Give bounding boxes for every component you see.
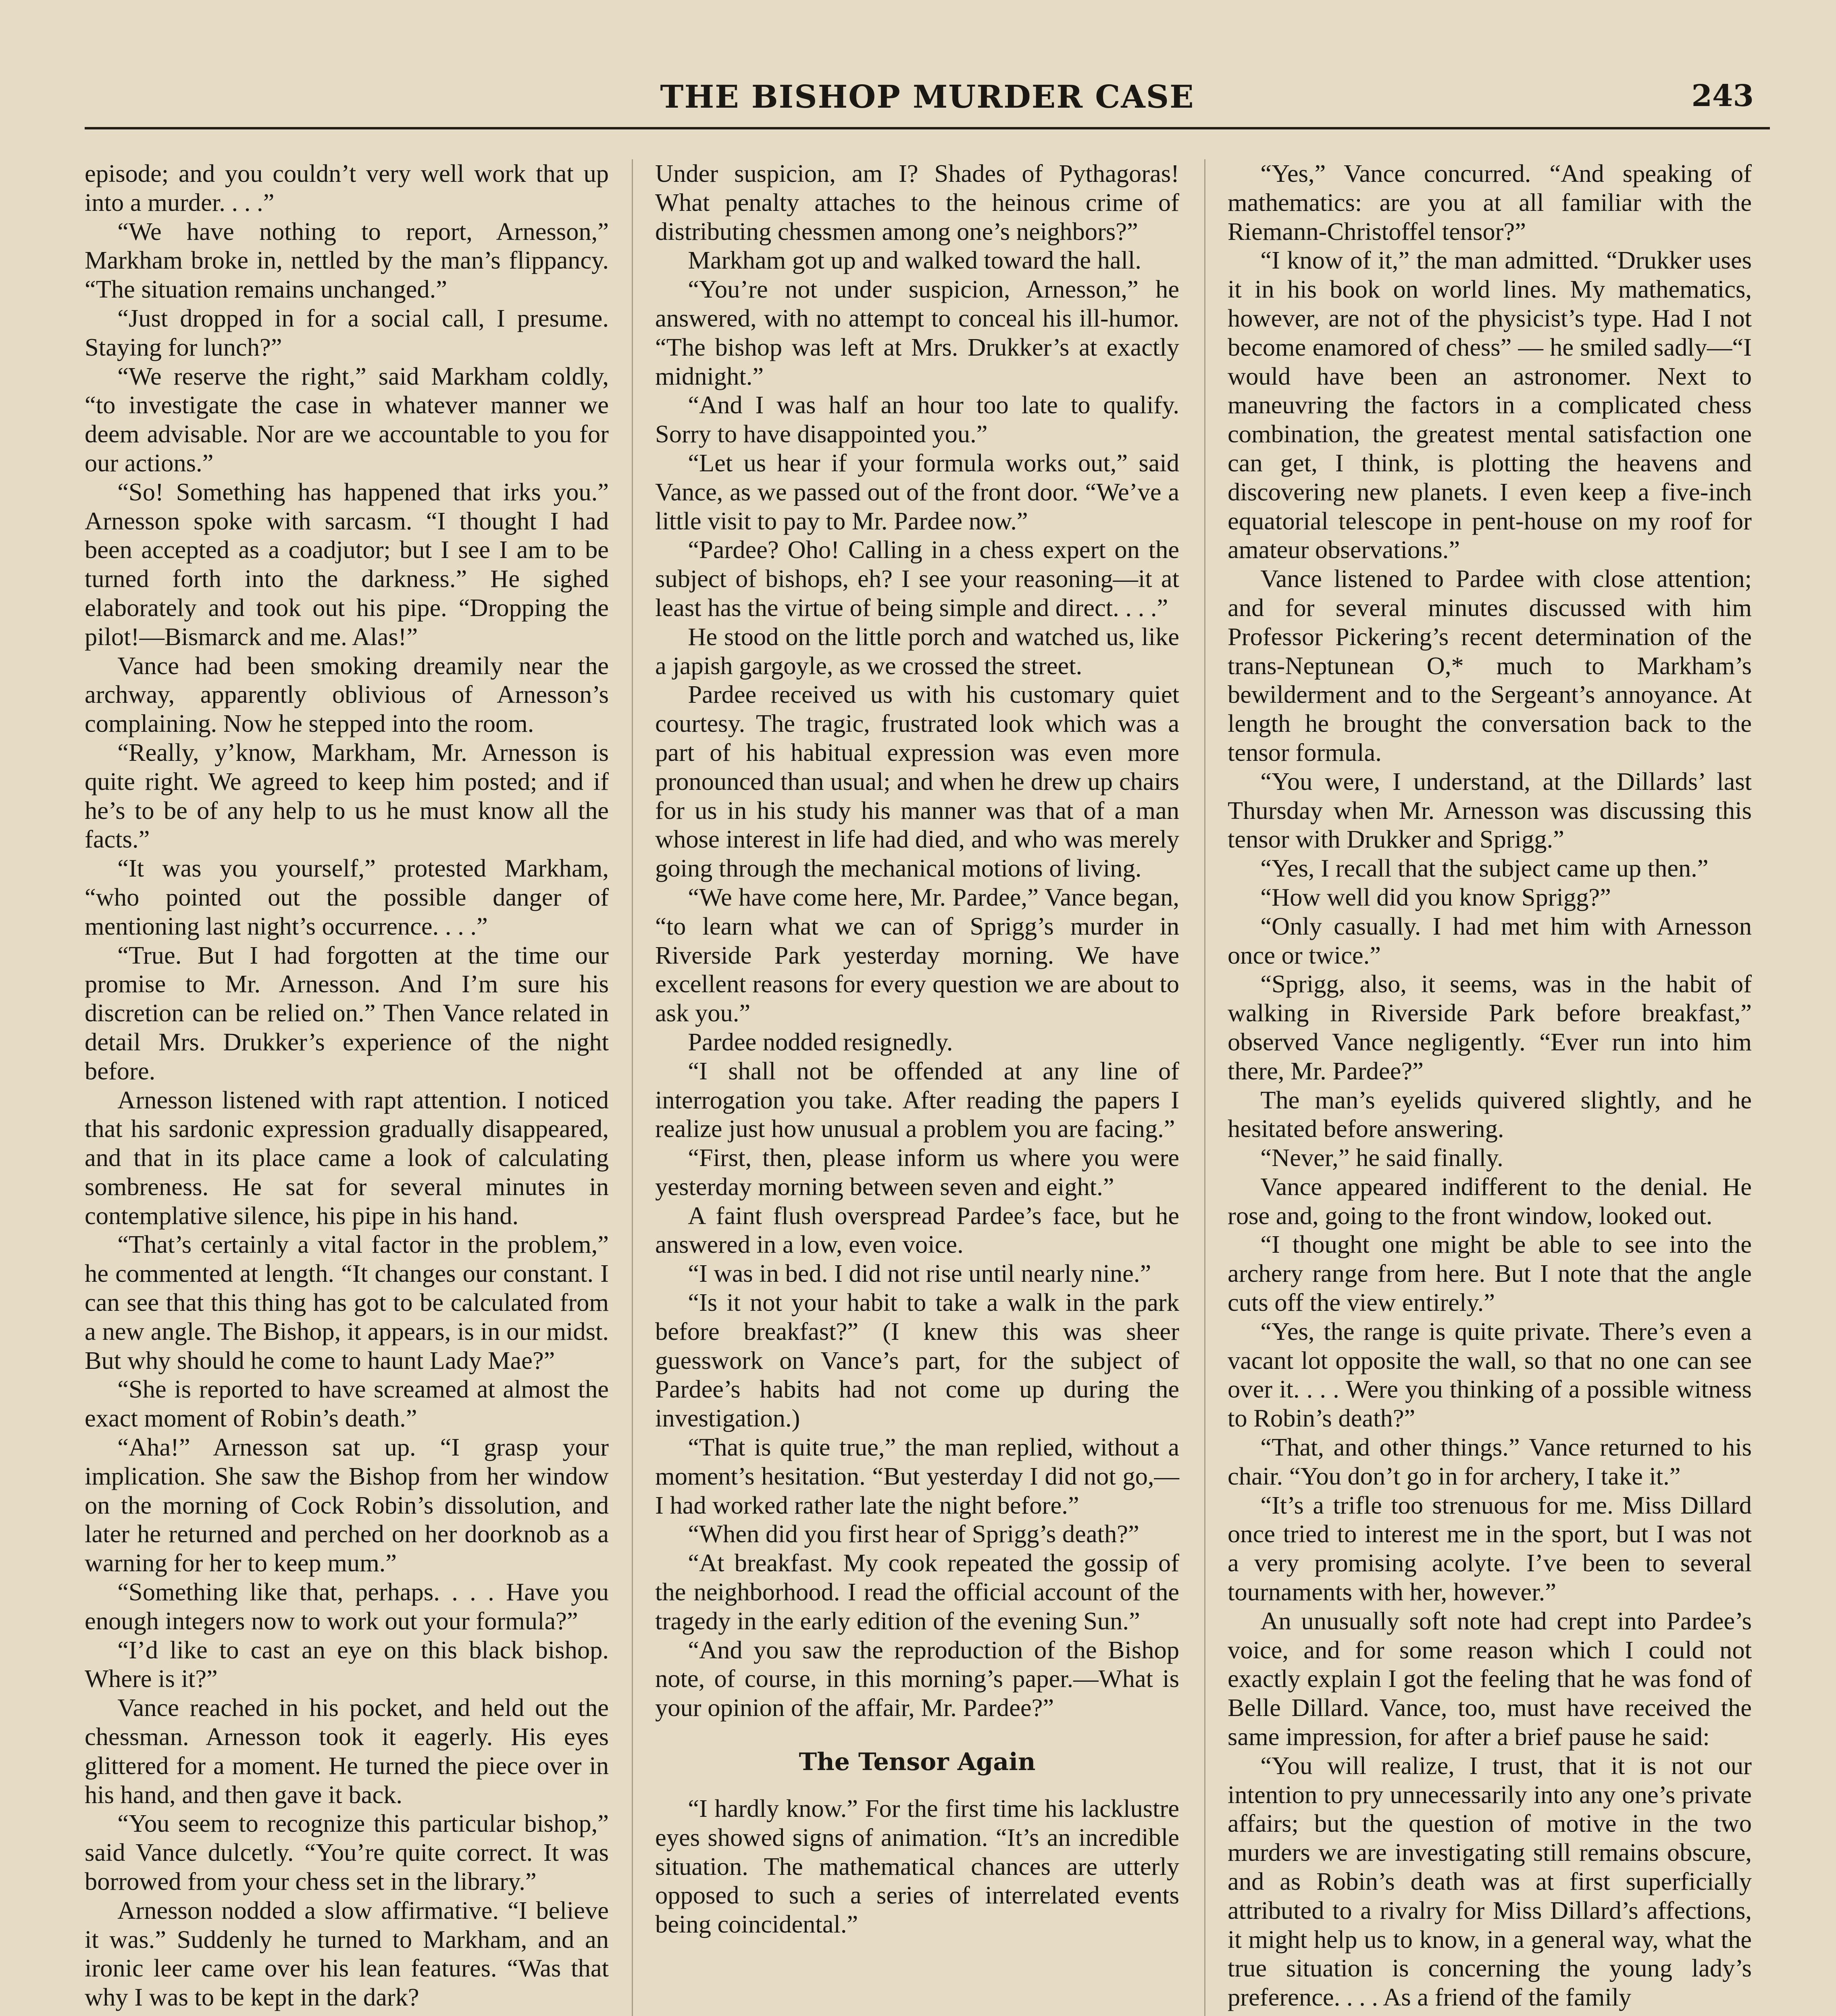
paragraph: “Only casually. I had met him with Arnesson once or twice.” <box>1228 912 1752 969</box>
paragraph: “I’d like to cast an eye on this black bishop. Where is it?” <box>85 1635 609 1693</box>
paragraph: “That is quite true,” the man replied, without a moment’s hesitation. “But yesterday I did not go,—I had worked rather late the night before.” <box>655 1433 1179 1519</box>
paragraph: “Is it not your habit to take a walk in the park before breakfast?” (I knew this was sheer guesswork on Vance’s part, for the subject of Pardee’s habits had not come up during the investigation.) <box>655 1288 1179 1433</box>
section-subheading: The Tensor Again <box>799 1748 1036 1776</box>
paragraph: “I shall not be offended at any line of interrogation you take. After reading the papers I realize just how unusual a problem you are facing.” <box>655 1056 1179 1143</box>
paragraph: “We have come here, Mr. Pardee,” Vance began, “to learn what we can of Sprigg’s murder in Riverside Park yesterday morning. We have excellent reasons for every question we are about to ask you.” <box>655 883 1179 1027</box>
paragraph: “We reserve the right,” said Markham coldly, “to investigate the case in whatever manner we deem advisable. Nor are we accountable to you for our actions.” <box>85 362 609 477</box>
paragraph: The man’s eyelids quivered slightly, and he hesitated before answering. <box>1228 1085 1752 1143</box>
paragraph: “It was you yourself,” protested Markham, “who pointed out the possible danger of mentioning last night’s occurrence. . . .” <box>85 854 609 940</box>
paragraph: “And you saw the reproduction of the Bishop note, of course, in this morning’s paper.—What is your opinion of the affair, Mr. Pardee?” <box>655 1635 1179 1722</box>
paragraph: “She is reported to have screamed at almost the exact moment of Robin’s death.” <box>85 1375 609 1433</box>
paragraph: “True. But I had forgotten at the time our promise to Mr. Arnesson. And I’m sure his discretion can be relied on.” Then Vance related in detail Mrs. Drukker’s experience of the night before. <box>85 941 609 1085</box>
paragraph: Vance reached in his pocket, and held out the chessman. Arnesson took it eagerly. His eyes glittered for a moment. He turned the piece over in his hand, and then gave it back. <box>85 1693 609 1809</box>
paragraph: “I know of it,” the man admitted. “Drukker uses it in his book on world lines. My mathematics, however, are not of the physicist’s type. Had I not become enamored of chess” — he smiled sadly—“I would have been an astronomer. Next to maneuvring the factors in a complicated chess combination, the greatest mental satisfaction one can get, I think, is plotting the heavens and discovering new planets. I even keep a five-inch equatorial telescope in pent-house on my roof for amateur observations.” <box>1228 246 1752 564</box>
paragraph: He stood on the little porch and watched us, like a japish gargoyle, as we crossed the street. <box>655 622 1179 680</box>
paragraph: “And I was half an hour too late to qualify. Sorry to have disappointed you.” <box>655 391 1179 448</box>
paragraph: An unusually soft note had crept into Pardee’s voice, and for some reason which I could not exactly explain I got the feeling that he was fond of Belle Dillard. Vance, too, must have received the same impression, for after a brief pause he said: <box>1228 1606 1752 1751</box>
paragraph: “At breakfast. My cook repeated the gossip of the neighborhood. I read the official account of the tragedy in the early edition of the evening Sun.” <box>655 1549 1179 1635</box>
paragraph: Under suspicion, am I? Shades of Pythagoras! What penalty attaches to the heinous crime of distributing chessmen among one’s neighbors?” <box>655 159 1179 246</box>
text-column-1 <box>85 159 609 2012</box>
paragraph: “Really, y’know, Markham, Mr. Arnesson is quite right. We agreed to keep him posted; and if he’s to be of any help to us he must know all the facts.” <box>85 738 609 854</box>
paragraph: “When did you first hear of Sprigg’s death?” <box>688 1520 1139 1548</box>
text-column-3 <box>1228 159 1752 2016</box>
paragraph: Vance had been smoking dreamily near the archway, apparently oblivious of Arnesson’s complaining. Now he stepped into the room. <box>85 651 609 738</box>
paragraph: Arnesson listened with rapt attention. I noticed that his sardonic expression gradually disappeared, and that in its place came a look of calculating sombreness. He sat for several minutes in contemplative silence, his pipe in his hand. <box>85 1085 609 1230</box>
paragraph: “Yes, I recall that the subject came up then.” <box>1260 854 1709 883</box>
paragraph: “How well did you know Sprigg?” <box>1260 883 1611 911</box>
paragraph: “That’s certainly a vital factor in the problem,” he commented at length. “It changes our constant. I can see that this thing has got to be calculated from a new angle. The Bishop, it appears, is in our midst. But why should he come to haunt Lady Mae?” <box>85 1230 609 1375</box>
paragraph: “I thought one might be able to see into the archery range from here. But I note that the angle cuts off the view entirely.” <box>1228 1230 1752 1317</box>
paragraph: “You seem to recognize this particular bishop,” said Vance dulcetly. “You’re quite correct. It was borrowed from your chess set in the library.” <box>85 1809 609 1896</box>
paragraph: Arnesson nodded a slow affirmative. “I believe it was.” Suddenly he turned to Markham, and an ironic leer came over his lean features. “Was that why I was to be kept in the dark? <box>85 1896 609 2012</box>
paragraph: Vance appeared indifferent to the denial. He rose and, going to the front window, looked out. <box>1228 1172 1752 1230</box>
header-rule <box>85 127 1770 129</box>
paragraph: “Just dropped in for a social call, I presume. Staying for lunch?” <box>85 304 609 361</box>
paragraph: “Never,” he said finally. <box>1260 1143 1503 1172</box>
column-separator <box>1204 159 1205 2016</box>
page-header <box>85 71 1770 131</box>
paragraph: Vance listened to Pardee with close attention; and for several minutes discussed with him Professor Pickering’s recent determination of the trans-Neptunean O,* much to Markham’s bewilderment and to the Sergeant’s annoyance. At length he brought the conversation back to the tensor formula. <box>1228 564 1752 766</box>
paragraph: “I was in bed. I did not rise until nearly nine.” <box>688 1259 1151 1288</box>
paragraph: “Yes,” Vance concurred. “And speaking of mathematics: are you at all familiar with the Riemann-Christoffel tensor?” <box>1228 159 1752 246</box>
paragraph: A faint flush overspread Pardee’s face, but he answered in a low, even voice. <box>655 1201 1179 1259</box>
paragraph: “So! Something has happened that irks you.” Arnesson spoke with sarcasm. “I thought I had been accepted as a coadjutor; but I see I am to be turned forth into the darkness.” He sighed elaborately and took out his pipe. “Dropping the pilot!—Bismarck and me. Alas!” <box>85 477 609 651</box>
paragraph: “You were, I understand, at the Dillards’ last Thursday when Mr. Arnesson was discussing this tensor with Drukker and Sprigg.” <box>1228 767 1752 854</box>
paragraph: “Let us hear if your formula works out,” said Vance, as we passed out of the front door. “We’ve a little visit to pay to Mr. Pardee now.” <box>655 448 1179 535</box>
page-number: 243 <box>1691 79 1754 113</box>
paragraph: Markham got up and walked toward the hall. <box>688 246 1141 275</box>
paragraph: “We have nothing to report, Arnesson,” Markham broke in, nettled by the man’s flippancy. “The situation remains unchanged.” <box>85 217 609 304</box>
paragraph: “It’s a trifle too strenuous for me. Miss Dillard once tried to interest me in the sport, but I was not a very promising acolyte. I’ve been to several tournaments with her, however.” <box>1228 1491 1752 1606</box>
paragraph: episode; and you couldn’t very well work that up into a murder. . . .” <box>85 159 609 217</box>
paragraph: “That, and other things.” Vance returned to his chair. “You don’t go in for archery, I take it.” <box>1228 1433 1752 1490</box>
paragraph: “You will realize, I trust, that it is not our intention to pry unnecessarily into any one’s private affairs; but the question of motive in the two murders we are investigating still remains obscure, and as Robin’s death was at first superficially attributed to a rivalry for Miss Dillard’s affections, it might help us to know, in a general way, what the true situation is concerning the young lady’s preference. . . . As a friend of the family <box>1228 1751 1752 2012</box>
paragraph: “You’re not under suspicion, Arnesson,” he answered, with no attempt to conceal his ill-humor. “The bishop was left at Mrs. Drukker’s at exactly midnight.” <box>655 275 1179 390</box>
running-title: THE BISHOP MURDER CASE <box>660 79 1195 115</box>
paragraph: “Yes, the range is quite private. There’s even a vacant lot opposite the wall, so that no one can see over it. . . . Were you thinking of a possible witness to Robin’s death?” <box>1228 1317 1752 1433</box>
paragraph: “Pardee? Oho! Calling in a chess expert on the subject of bishops, eh? I see your reasoning—it at least has the virtue of being simple and direct. . . .” <box>655 535 1179 622</box>
paragraph: “I hardly know.” For the first time his lacklustre eyes showed signs of animation. “It’s an incredible situation. The mathematical chances are utterly opposed to such a series of interrelated events being coincidental.” <box>655 1794 1179 1939</box>
paragraph: “Something like that, perhaps. . . . Have you enough integers now to work out your formula?” <box>85 1578 609 1635</box>
paragraph: Pardee received us with his customary quiet courtesy. The tragic, frustrated look which was a part of his habitual expression was even more pronounced than usual; and when he drew up chairs for us in his study his manner was that of a man whose interest in life had died, and who was merely going through the mechanical motions of living. <box>655 680 1179 883</box>
paragraph: Pardee nodded resignedly. <box>688 1027 953 1056</box>
paragraph: “First, then, please inform us where you were yesterday morning between seven and eight.” <box>655 1143 1179 1201</box>
text-column-2 <box>655 159 1179 1939</box>
paragraph: “Aha!” Arnesson sat up. “I grasp your implication. She saw the Bishop from her window on the morning of Cock Robin’s dissolution, and later he returned and perched on her doorknob as a warning for her to keep mum.” <box>85 1433 609 1577</box>
paragraph: “Sprigg, also, it seems, was in the habit of walking in Riverside Park before breakfast,” observed Vance negligently. “Ever run into him there, Mr. Pardee?” <box>1228 970 1752 1085</box>
column-separator <box>632 159 633 2016</box>
